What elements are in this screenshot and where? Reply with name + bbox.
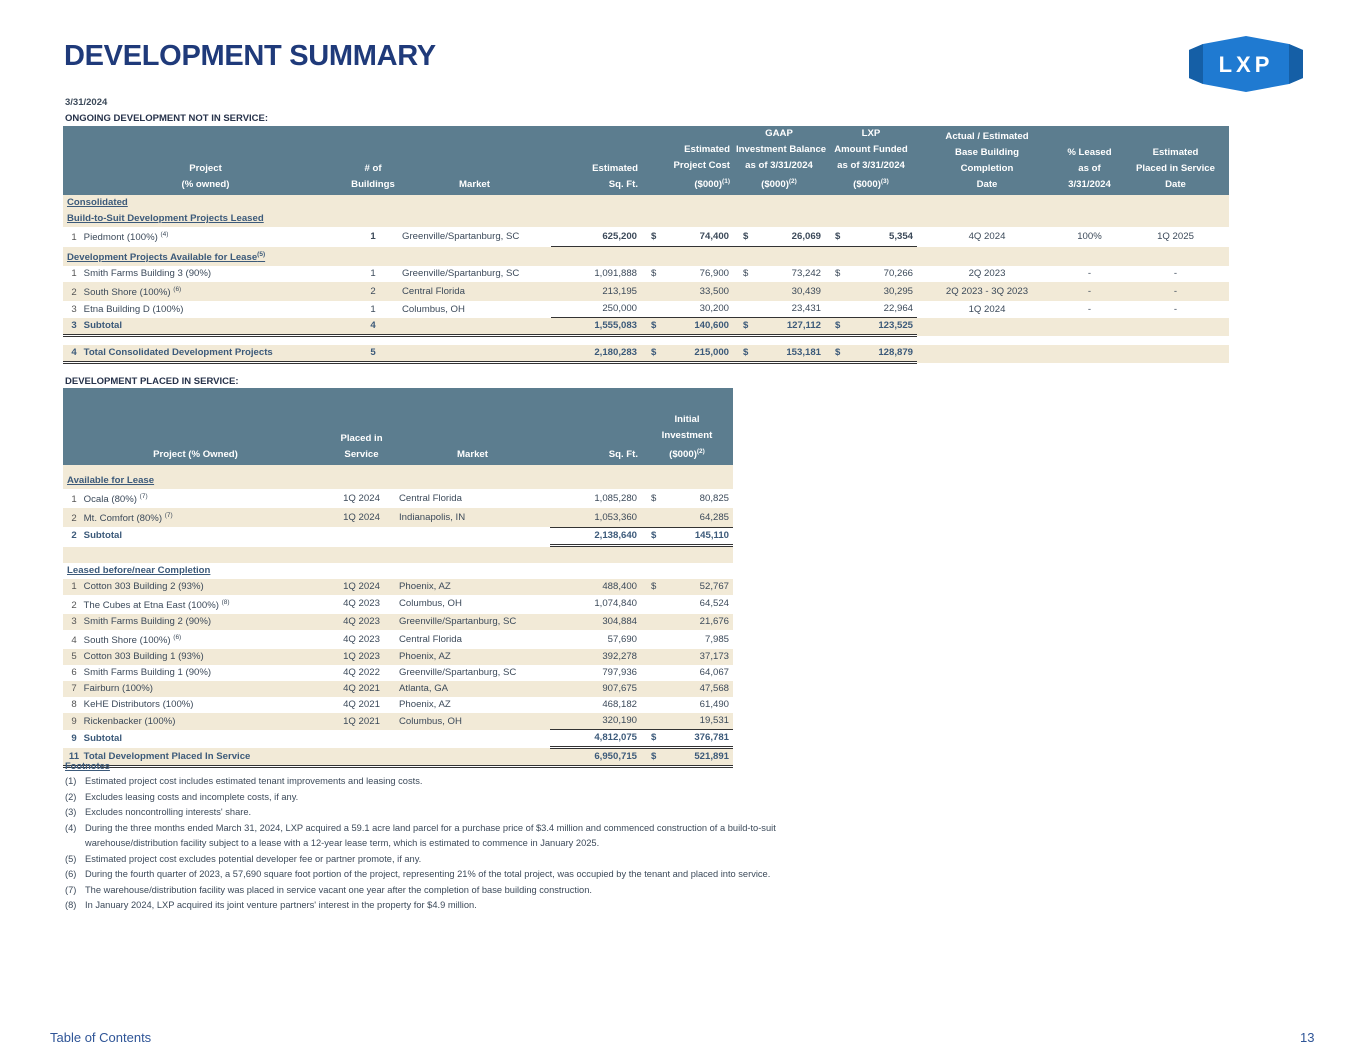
table-row: 4 South Shore (100%) $^{(6)}$ 4Q 2023 Central Florida 57,690 7,985 — [71, 633, 729, 647]
table-row: 1 Smith Farms Building 3 (90%) 1 Greenville/Spartanburg, SC 1,091,888 $ 76,900 $ 73,242 $ 70,266 2Q 2023 - - — [71, 268, 1178, 280]
col-placed-in: Placed in Service — [328, 388, 395, 465]
total-row: 11 Total Development Placed In Service 6,950,715 $ 521,891 — [63, 748, 733, 767]
group-consolidated: Consolidated — [63, 195, 1229, 211]
table-row: 2 Mt. Comfort (80%) $^{(7)}$ 1Q 2024 Indianapolis, IN 1,053,360 64,285 — [63, 508, 733, 527]
table-row: 3 Etna Building D (100%) 1 Columbus, OH 250,000 30,200 23,431 22,964 1Q 2024 - - — [63, 301, 1229, 318]
footnote-item: (3) Excludes noncontrolling interests' share. — [65, 807, 252, 817]
col-placed-in-service: Estimated Placed in Service Date — [1122, 126, 1229, 195]
col-initial-investment: Initial Investment ($000)$^{(2)}$ — [641, 388, 733, 465]
col-project: Project (% owned) — [63, 126, 348, 195]
group-available-for-lease: Available for Lease — [63, 473, 733, 489]
table-row: 1 Piedmont (100%) $^{(4)}$ 1 Greenville/Spartanburg, SC 625,200 $ 74,400 $ 26,069 $ 5,354 4Q 2024 100% 1Q 2025 — [63, 227, 1229, 246]
page-number: 13 — [1300, 1030, 1315, 1045]
col-completion: Actual / Estimated Base Building Completion Date — [917, 126, 1057, 195]
subtotal-row: 3 Subtotal 4 1,555,083 $ 140,600 $ 127,112 $ 123,525 — [63, 318, 1229, 336]
group-available-for-lease: Development Projects Available for Lease$^{(5)}$ — [63, 246, 1229, 266]
subtotal-row: 9 Subtotal 4,812,075 $ 376,781 — [63, 730, 733, 748]
footnote-item: (4) During the three months ended March 31, 2024, LXP acquired a 59.1 acre land parcel for a purchase price of $3.4 million and commenced construction of a build-to-suit warehouse/distribution facility subject to a lease with a 12-year lease term, which is estimated to commence in January 2025. — [65, 822, 776, 848]
section-ongoing-title: ONGOING DEVELOPMENT NOT IN SERVICE: — [65, 113, 269, 124]
table-row: 2 The Cubes at Etna East (100%) $^{(8)}$ 4Q 2023 Columbus, OH 1,074,840 64,524 — [71, 598, 729, 612]
footnote-item: (6) During the fourth quarter of 2023, a 57,690 square foot portion of the project, representing 21% of the total project, was occupied by the tenant and placed into service. — [65, 869, 771, 879]
section-placed-title: DEVELOPMENT PLACED IN SERVICE: — [65, 376, 239, 387]
col-buildings: # of Buildings — [348, 126, 398, 195]
subtotal-row: 2 Subtotal 2,138,640 $ 145,110 — [63, 527, 733, 545]
footnotes — [65, 761, 825, 914]
footnote-item: (7) The warehouse/distribution facility was placed in service vacant one year after the completion of base building construction. — [65, 884, 592, 895]
col-market: Market — [395, 388, 550, 465]
footnote-item: (5) Estimated project cost excludes potential developer fee or partner promote, if any. — [65, 853, 422, 864]
col-project: Project (% Owned) — [63, 388, 328, 465]
as-of-date: 3/31/2024 — [65, 97, 108, 108]
logo-text: LXP — [1218, 52, 1274, 77]
total-row: 4 Total Consolidated Development Projects 5 2,180,283 $ 215,000 $ 153,181 $ 128,879 — [63, 345, 1229, 363]
footnote-item: (1) Estimated project cost includes estimated tenant improvements and leasing costs. — [65, 776, 423, 786]
table-row: 5 Cotton 303 Building 1 (93%) 1Q 2023 Phoenix, AZ 392,278 37,173 — [63, 649, 733, 665]
group-build-to-suit: Build-to-Suit Development Projects Leased — [63, 211, 1229, 227]
col-sqft: Estimated Sq. Ft. — [551, 126, 641, 195]
table-row: 1 Cotton 303 Building 2 (93%) 1Q 2024 Phoenix, AZ 488,400 $ 52,767 — [63, 579, 733, 595]
page-title: DEVELOPMENT SUMMARY — [64, 40, 436, 72]
table-row: 6 Smith Farms Building 1 (90%) 4Q 2022 Greenville/Spartanburg, SC 797,936 64,067 — [71, 667, 729, 679]
placed-in-service-table — [63, 388, 733, 768]
group-leased-before-completion: Leased before/near Completion — [67, 564, 211, 576]
footnotes-title: Footnotes — [65, 761, 110, 771]
lxp-logo — [1189, 36, 1303, 92]
table-row: 1 Ocala (80%) $^{(7)}$ 1Q 2024 Central Florida 1,085,280 $ 80,825 — [71, 492, 729, 506]
table-row: 3 Smith Farms Building 2 (90%) 4Q 2023 Greenville/Spartanburg, SC 304,884 21,676 — [63, 614, 733, 630]
col-leased: % Leased as of 3/31/2024 — [1057, 126, 1122, 195]
col-gaap: GAAP Investment Balance as of 3/31/2024 ($000)$^{(2)}$ — [733, 126, 825, 195]
table-row: 2 South Shore (100%) $^{(6)}$ 2 Central Florida 213,195 33,500 30,439 30,295 2Q 2023 - 3Q 2023 - - — [63, 282, 1229, 301]
ongoing-development-table — [63, 126, 1229, 364]
col-sqft: Sq. Ft. — [550, 388, 641, 465]
table-header-row — [63, 126, 1229, 195]
table-row: 9 Rickenbacker (100%) 1Q 2021 Columbus, OH 320,190 19,531 — [63, 713, 733, 730]
table-row: 8 KeHE Distributors (100%) 4Q 2021 Phoenix, AZ 468,182 61,490 — [71, 699, 729, 711]
col-cost: Estimated Project Cost ($000)$^{(1)}$ — [641, 126, 733, 195]
footnote-item: (2) Excludes leasing costs and incomplete costs, if any. — [65, 791, 299, 802]
col-market: Market — [398, 126, 551, 195]
table-row: 7 Fairburn (100%) 4Q 2021 Atlanta, GA 907,675 47,568 — [63, 681, 733, 697]
col-lxp-funded: LXP Amount Funded as of 3/31/2024 ($000)$^{(3)}$ — [825, 126, 917, 195]
footnote-item: (8) In January 2024, LXP acquired its joint venture partners' interest in the property for $4.9 million. — [65, 900, 477, 910]
table-of-contents-link[interactable]: Table of Contents — [50, 1030, 152, 1045]
